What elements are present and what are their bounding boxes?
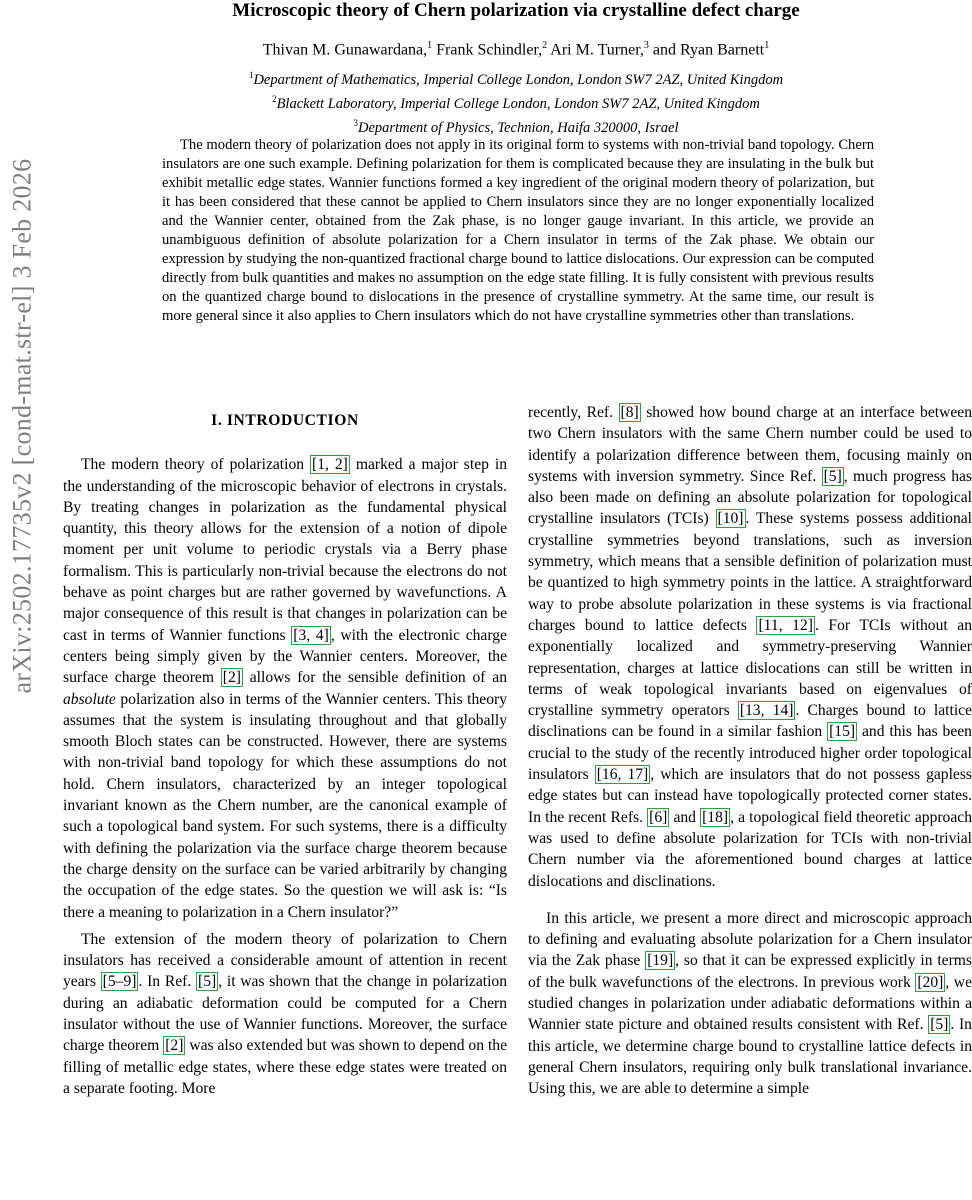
citation-link[interactable]: [2] [222,669,241,687]
citation-link[interactable]: [5–9] [102,973,137,991]
emphasis: absolute [63,690,116,708]
citation-link[interactable]: [15] [829,723,856,741]
paragraph: The modern theory of polarization [1, 2] marked a major step in the understanding of the microscopic behavior of electrons in crystals. By treating changes in polarization as the fundamental physical quantity, this theory allows for the extension of a notion of dipole moment per unit volume to periodic crystals via a Berry phase formalism. This is particularly non-trivial because the electrons do not behave as point charges but are rather governed by wavefunctions. A major consequence of this result is that changes in polarization can be cast in terms of Wannier functions [3, 4] , with the electronic charge centers being simply given by the Wannier centers. Moreover, the surface charge theorem [2] allows for the sensible definition of an absolute polarization also in terms of the Wannier centers. This theory assumes that the system is insulating throughout and that globally smooth Bloch states can be constructed. However, there are systems with non-trivial band topology for which these assumptions do not hold. Chern insulators, characterized by an integer topological invariant known as the Chern number, are the canonical example of such a topological band system. For such systems, there is a difficulty with defining the polarization via the surface charge theorem because the charge density on the surface can be varied arbitrarily by changing the occupation of the edge states. So the question we will ask is: “Is there a meaning to polarization in a Chern insulator?” [63,456,508,921]
citation-link[interactable]: [18] [702,808,729,826]
abstract: The modern theory of polarization does not apply in its original form to systems with non-trivial band topology. Chern insulators are one such example. Defining polarization for them is complicated because they are insulating in the bulk but exhibit metallic edge states. Wannier functions formed a key ingredient of the original modern theory of polarization, but it has been considered that these cannot be applied to Chern insulators since they are no longer exponentially localized and the Wannier center, obtained from the Zak phase, is no longer gauge invariant. In this article, we provide an unambiguous definition of absolute polarization for a Chern insulator in terms of the Zak phase. We obtain our expression by studying the non-quantized fractional charge bound to lattice dislocations. Our expression can be computed directly from bulk quantities and makes no assumption on the edge state filling. It is fully consistent with previous results on the quantized charge bound to dislocations in the presence of crystalline symmetry. At the same time, our result is more general since it also applies to Chern insulators which do not have crystalline symmetries other than translations. [162,137,874,324]
author-affil-mark: 3 [643,40,649,51]
author-list [60,40,972,59]
author: and Ryan Barnett [652,41,765,59]
paragraph: recently, Ref. [8] showed how bound charge at an interface between two Chern insulators with the same Chern number could be used to identify a polarization difference between them, focusing mainly on systems with inversion symmetry. Since Ref. [5] , much progress has also been made on defining an absolute polarization for topological crystalline insulators (TCIs) [10] . These systems possess additional crystalline symmetries beyond translations, such as inversion symmetry, which means that a sensible definition of polarization must be quantized to high symmetry points in the lattice. A straightforward way to probe absolute polarization in these systems is via fractional charges bound to lattice defects [11, 12] . For TCIs without an exponentially localized and symmetry-preserving Wannier representation, charges at lattice dislocations can still be written in terms of weak topological invariants based on eigenvalues of crystalline symmetry operators [13, 14] . Charges bound to lattice disclinations can be found in a similar fashion [15] and this has been crucial to the study of the recently introduced higher order topological insulators [16, 17] , which are insulators that do not possess gapless edge states but can instead have topologically protected corner states. In the recent Refs. [6] and [18] , a topological field theoretic approach was used to define absolute polarization for TCIs with non-trivial Chern number via the aforementioned bound charges at lattice dislocations and disclinations. [528,404,972,890]
author: Thivan M. Gunawardana, [262,41,428,59]
arxiv-stamp: arXiv:2502.17735v2 [cond-mat.str-el] 3 Feb 2026 [7,158,36,694]
paragraph: In this article, we present a more direct and microscopic approach to defining and evaluating absolute polarization for a Chern insulator via the Zak phase [19] , so that it can be expressed explicitly in terms of the bulk wavefunctions of the electrons. In previous work [20] , we studied changes in polarization under adiabatic deformations within a Wannier state picture and obtained results consistent with Ref. [5] . In this article, we determine charge bound to crystalline lattice defects in general Chern insulators, requiring only bulk translational invariance. Using this, we are able to determine a simple [528,909,972,1098]
citation-link[interactable]: [8] [620,404,639,421]
section-heading: I. INTRODUCTION [211,412,359,429]
citation-link[interactable]: [1, 2] [312,456,348,474]
citation-link[interactable]: [13, 14] [739,702,794,720]
paragraph: The extension of the modern theory of polarization to Chern insulators has received a considerable amount of attention in recent years [5–9] . In Ref. [5] , it was shown that the change in polarization during an adiabatic deformation could be computed for a Chern insulator without the use of Wannier functions. Moreover, the surface charge theorem [2] was also extended but was shown to depend on the filling of metallic edge states, where these edge states were treated on a separate footing. More [63,930,508,1097]
citation-link[interactable]: [16, 17] [596,766,649,784]
citation-link[interactable]: [5] [823,467,842,485]
citation-link[interactable]: [2] [165,1037,184,1055]
affiliation: $^1$Department of Mathematics, Imperial College London, London SW7 2AZ, United Kingdom [248,70,784,88]
author: Frank Schindler, [436,41,543,59]
author-affil-mark: 1 [427,40,433,51]
author: Ari M. Turner, [550,41,644,59]
citation-link[interactable]: [3, 4] [293,626,329,644]
affiliation: $^3$Department of Physics, Technion, Haifa 320000, Israel [353,117,679,136]
affiliation: $^2$Blackett Laboratory, Imperial College London, London SW7 2AZ, United Kingdom [272,93,760,112]
left-column [63,410,507,1099]
author-affil-mark: 1 [764,40,770,51]
citation-link[interactable]: [20] [917,973,944,991]
citation-link[interactable]: [5] [930,1016,949,1034]
affiliations [60,66,972,137]
citation-link[interactable]: [19] [647,952,674,970]
citation-link[interactable]: [5] [198,973,217,991]
citation-link[interactable]: [10] [717,510,744,528]
right-column [528,402,972,1100]
paper-title: Microscopic theory of Chern polarization via crystalline defect charge [232,0,800,21]
citation-link[interactable]: [6] [649,808,668,826]
citation-link[interactable]: [11, 12] [758,616,813,634]
author-affil-mark: 2 [542,40,548,51]
